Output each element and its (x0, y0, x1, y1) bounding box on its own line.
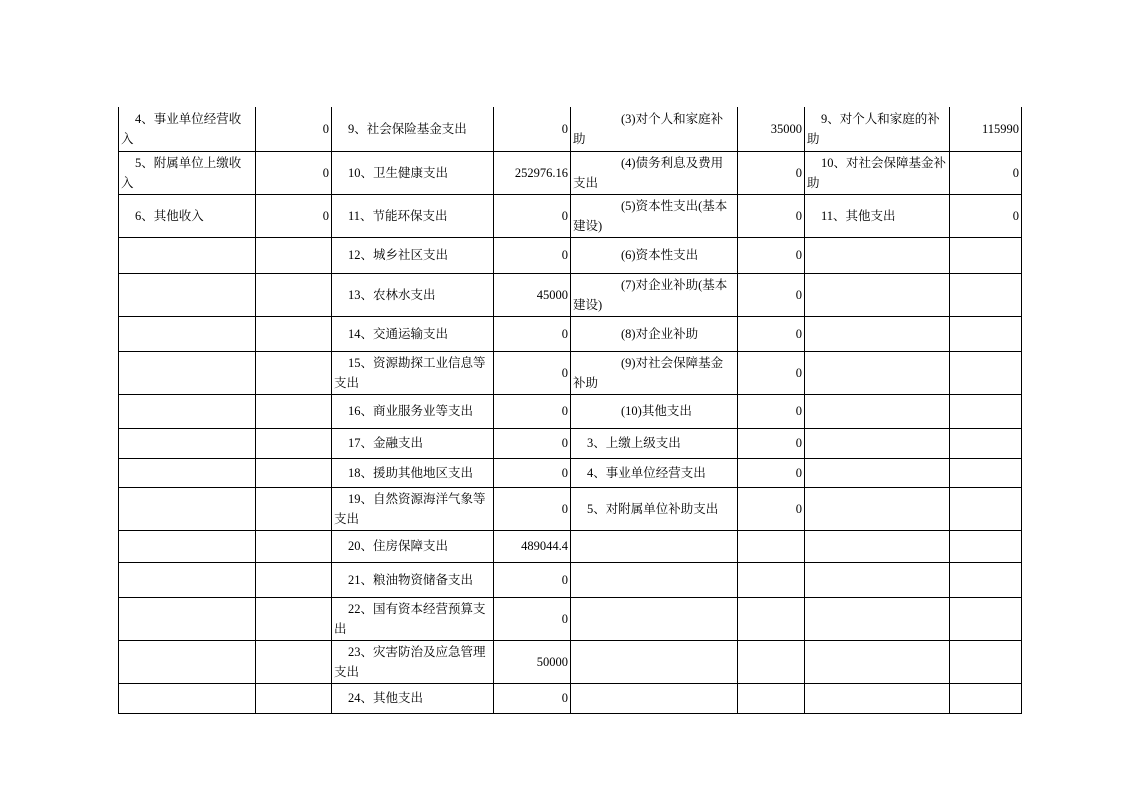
detail-amount-cell (950, 394, 1022, 428)
expense-subitem-amount-cell: 0 (738, 428, 805, 458)
detail-item-cell (805, 597, 950, 640)
table-row (119, 640, 1022, 683)
detail-amount-cell: 115990 (950, 107, 1022, 151)
expense-item-cell: 18、援助其他地区支出 (332, 458, 494, 487)
expense-subitem-cell: (5)资本性支出(基本建设) (571, 194, 738, 237)
income-amount-cell (256, 428, 332, 458)
expense-subitem-cell: 5、对附属单位补助支出 (571, 487, 738, 530)
expense-item-cell: 24、其他支出 (332, 683, 494, 713)
expense-item-cell: 20、住房保障支出 (332, 530, 494, 562)
table-row (119, 107, 1022, 151)
income-item-cell (119, 530, 256, 562)
income-item-cell (119, 237, 256, 273)
detail-amount-cell (950, 683, 1022, 713)
expense-amount-cell: 0 (494, 316, 571, 351)
table-row (119, 194, 1022, 237)
income-item-cell: 6、其他收入 (119, 194, 256, 237)
income-amount-cell (256, 640, 332, 683)
expense-amount-cell: 0 (494, 237, 571, 273)
expense-item-cell: 17、金融支出 (332, 428, 494, 458)
income-item-cell (119, 316, 256, 351)
table-row (119, 562, 1022, 597)
detail-item-cell (805, 428, 950, 458)
expense-item-cell: 13、农林水支出 (332, 273, 494, 316)
expense-item-cell: 10、卫生健康支出 (332, 151, 494, 194)
detail-amount-cell (950, 640, 1022, 683)
expense-subitem-amount-cell: 35000 (738, 107, 805, 151)
expense-subitem-amount-cell: 0 (738, 194, 805, 237)
expense-amount-cell: 0 (494, 428, 571, 458)
expense-amount-cell: 489044.4 (494, 530, 571, 562)
detail-item-cell (805, 640, 950, 683)
expense-subitem-cell: 3、上缴上级支出 (571, 428, 738, 458)
detail-item-cell: 10、对社会保障基金补助 (805, 151, 950, 194)
table-row (119, 530, 1022, 562)
expense-amount-cell: 0 (494, 194, 571, 237)
detail-item-cell (805, 351, 950, 394)
table-row (119, 273, 1022, 316)
detail-item-cell (805, 316, 950, 351)
expense-item-cell: 9、社会保险基金支出 (332, 107, 494, 151)
budget-table (118, 107, 1022, 714)
detail-amount-cell: 0 (950, 151, 1022, 194)
detail-amount-cell (950, 597, 1022, 640)
expense-subitem-cell: 4、事业单位经营支出 (571, 458, 738, 487)
expense-amount-cell: 50000 (494, 640, 571, 683)
table-row (119, 487, 1022, 530)
detail-amount-cell (950, 458, 1022, 487)
table-row (119, 597, 1022, 640)
detail-item-cell (805, 458, 950, 487)
expense-amount-cell: 0 (494, 597, 571, 640)
detail-amount-cell (950, 530, 1022, 562)
income-item-cell (119, 273, 256, 316)
income-amount-cell (256, 597, 332, 640)
expense-subitem-cell (571, 683, 738, 713)
table-row (119, 428, 1022, 458)
expense-amount-cell: 45000 (494, 273, 571, 316)
detail-amount-cell (950, 562, 1022, 597)
expense-subitem-cell: (3)对个人和家庭补助 (571, 107, 738, 151)
detail-amount-cell (950, 428, 1022, 458)
expense-subitem-amount-cell: 0 (738, 237, 805, 273)
expense-amount-cell: 0 (494, 487, 571, 530)
income-amount-cell: 0 (256, 107, 332, 151)
income-item-cell: 4、事业单位经营收入 (119, 107, 256, 151)
table-row (119, 458, 1022, 487)
expense-amount-cell: 0 (494, 683, 571, 713)
expense-subitem-amount-cell (738, 683, 805, 713)
expense-item-cell: 14、交通运输支出 (332, 316, 494, 351)
expense-subitem-cell: (10)其他支出 (571, 394, 738, 428)
expense-item-cell: 22、国有资本经营预算支出 (332, 597, 494, 640)
expense-item-cell: 15、资源勘探工业信息等支出 (332, 351, 494, 394)
income-item-cell: 5、附属单位上缴收入 (119, 151, 256, 194)
income-amount-cell (256, 562, 332, 597)
income-item-cell (119, 683, 256, 713)
expense-subitem-amount-cell (738, 640, 805, 683)
expense-subitem-amount-cell (738, 597, 805, 640)
income-amount-cell (256, 394, 332, 428)
table-row (119, 151, 1022, 194)
detail-item-cell (805, 237, 950, 273)
expense-subitem-cell (571, 562, 738, 597)
expense-amount-cell: 0 (494, 351, 571, 394)
expense-subitem-amount-cell: 0 (738, 351, 805, 394)
income-amount-cell (256, 316, 332, 351)
expense-item-cell: 12、城乡社区支出 (332, 237, 494, 273)
expense-subitem-amount-cell: 0 (738, 394, 805, 428)
income-amount-cell (256, 487, 332, 530)
expense-amount-cell: 0 (494, 458, 571, 487)
expense-subitem-cell: (6)资本性支出 (571, 237, 738, 273)
table-row (119, 394, 1022, 428)
detail-item-cell (805, 562, 950, 597)
expense-item-cell: 23、灾害防治及应急管理支出 (332, 640, 494, 683)
income-amount-cell (256, 530, 332, 562)
expense-item-cell: 19、自然资源海洋气象等支出 (332, 487, 494, 530)
table-row (119, 351, 1022, 394)
expense-amount-cell: 0 (494, 562, 571, 597)
expense-subitem-amount-cell: 0 (738, 487, 805, 530)
income-item-cell (119, 640, 256, 683)
detail-amount-cell (950, 487, 1022, 530)
expense-subitem-cell: (8)对企业补助 (571, 316, 738, 351)
detail-item-cell (805, 487, 950, 530)
expense-item-cell: 21、粮油物资储备支出 (332, 562, 494, 597)
income-item-cell (119, 562, 256, 597)
income-amount-cell (256, 458, 332, 487)
income-item-cell (119, 487, 256, 530)
expense-amount-cell: 0 (494, 107, 571, 151)
income-item-cell (119, 458, 256, 487)
detail-item-cell (805, 394, 950, 428)
expense-subitem-amount-cell (738, 562, 805, 597)
detail-amount-cell (950, 237, 1022, 273)
expense-subitem-cell (571, 640, 738, 683)
detail-amount-cell (950, 351, 1022, 394)
expense-subitem-cell (571, 530, 738, 562)
income-amount-cell (256, 237, 332, 273)
expense-item-cell: 16、商业服务业等支出 (332, 394, 494, 428)
table-row (119, 683, 1022, 713)
expense-subitem-cell: (7)对企业补助(基本建设) (571, 273, 738, 316)
expense-subitem-amount-cell: 0 (738, 316, 805, 351)
detail-item-cell: 11、其他支出 (805, 194, 950, 237)
expense-subitem-cell: (9)对社会保障基金补助 (571, 351, 738, 394)
income-amount-cell (256, 351, 332, 394)
expense-subitem-cell: (4)债务利息及费用支出 (571, 151, 738, 194)
detail-item-cell (805, 273, 950, 316)
expense-subitem-amount-cell: 0 (738, 151, 805, 194)
detail-item-cell (805, 683, 950, 713)
expense-subitem-amount-cell (738, 530, 805, 562)
income-item-cell (119, 394, 256, 428)
income-item-cell (119, 428, 256, 458)
income-amount-cell: 0 (256, 194, 332, 237)
expense-amount-cell: 0 (494, 394, 571, 428)
table-row (119, 316, 1022, 351)
detail-item-cell (805, 530, 950, 562)
income-amount-cell (256, 273, 332, 316)
expense-amount-cell: 252976.16 (494, 151, 571, 194)
expense-subitem-amount-cell: 0 (738, 273, 805, 316)
income-amount-cell (256, 683, 332, 713)
detail-amount-cell (950, 273, 1022, 316)
detail-amount-cell: 0 (950, 194, 1022, 237)
expense-subitem-cell (571, 597, 738, 640)
income-item-cell (119, 351, 256, 394)
income-amount-cell: 0 (256, 151, 332, 194)
budget-table-body (119, 107, 1022, 713)
table-row (119, 237, 1022, 273)
income-item-cell (119, 597, 256, 640)
detail-amount-cell (950, 316, 1022, 351)
detail-item-cell: 9、对个人和家庭的补助 (805, 107, 950, 151)
expense-item-cell: 11、节能环保支出 (332, 194, 494, 237)
expense-subitem-amount-cell: 0 (738, 458, 805, 487)
